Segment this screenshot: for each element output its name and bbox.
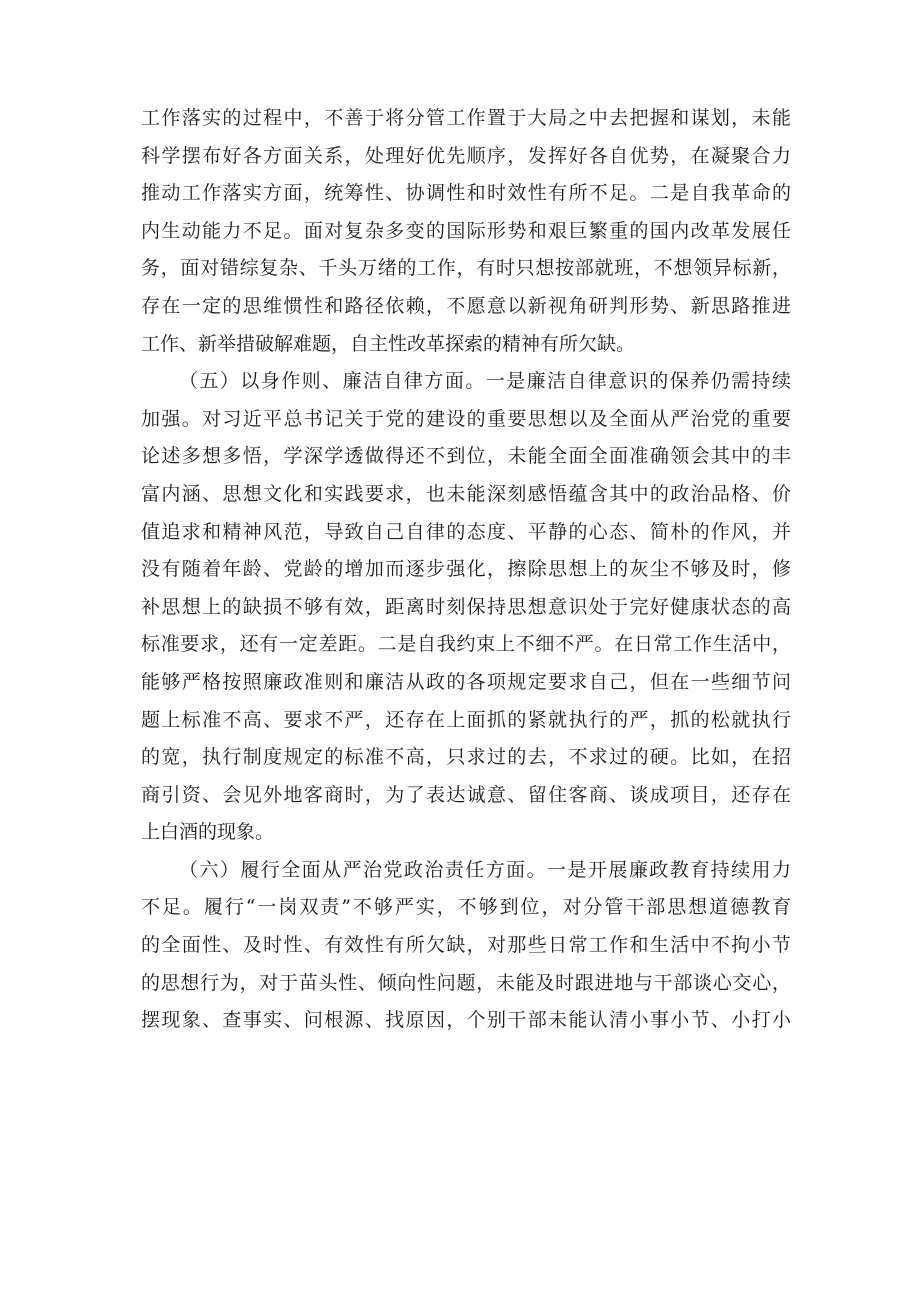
text-line: 工作落实的过程中，不善于将分管工作置于大局之中去把握和谋划，未能 (141, 107, 791, 129)
text-line: 能够严格按照廉政准则和廉洁从政的各项规定要求自己，但在一些细节问 (141, 670, 791, 693)
text-line: 题上标准不高、要求不严，还存在上面抓的紧就执行的严，抓的松就执行 (141, 708, 791, 731)
text-line: 值追求和精神风范，导致自己自律的态度、平静的心态、简朴的作风，并 (141, 520, 791, 543)
text-line: 务，面对错综复杂、千头万绪的工作，有时只想按部就班，不想领异标新， (141, 257, 791, 280)
text-line: 摆现象、查事实、问根源、找原因，个别干部未能认清小事小节、小打小 (141, 1009, 791, 1032)
text-line: （五）以身作则、廉洁自律方面。一是廉洁自律意识的保养仍需持续 (179, 370, 791, 393)
text-line: 不足。履行“一岗双责”不够严实，不够到位，对分管干部思想道德教育 (141, 896, 791, 919)
text-line: 的思想行为，对于苗头性、倾向性问题，未能及时跟进地与干部谈心交心， (141, 971, 791, 994)
document-body (141, 100, 791, 1040)
text-line: 论述多想多悟，学深学透做得还不到位，未能全面全面准确领会其中的丰 (141, 445, 791, 468)
text-line: 加强。对习近平总书记关于党的建设的重要思想以及全面从严治党的重要 (141, 407, 791, 430)
text-line: 的宽，执行制度规定的标准不高，只求过的去，不求过的硬。比如，在招 (141, 746, 791, 769)
text-line: 商引资、会见外地客商时，为了表达诚意、留住客商、谈成项目，还存在 (141, 783, 791, 806)
text-line: 工作、新举措破解难题，自主性改革探索的精神有所欠缺。 (141, 332, 636, 355)
text-line: 标准要求，还有一定差距。二是自我约束上不细不严。在日常工作生活中， (141, 633, 791, 656)
text-line: 上白酒的现象。 (141, 821, 275, 844)
text-line: （六）履行全面从严治党政治责任方面。一是开展廉政教育持续用力 (179, 858, 791, 881)
paragraph-2 (141, 363, 791, 852)
text-line: 内生动能力不足。面对复杂多变的国际形势和艰巨繁重的国内改革发展任 (141, 219, 791, 242)
text-line: 富内涵、思想文化和实践要求，也未能深刻感悟蕴含其中的政治品格、价 (141, 482, 791, 505)
text-line: 没有随着年龄、党龄的增加而逐步强化，擦除思想上的灰尘不够及时，修 (141, 558, 791, 581)
paragraph-1 (141, 100, 791, 363)
text-line: 存在一定的思维惯性和路径依赖，不愿意以新视角研判形势、新思路推进 (141, 294, 791, 317)
text-line: 补思想上的缺损不够有效，距离时刻保持思想意识处于完好健康状态的高 (141, 595, 791, 618)
text-line: 推动工作落实方面，统筹性、协调性和时效性有所不足。二是自我革命的 (141, 182, 791, 205)
paragraph-3 (141, 852, 791, 1040)
text-line: 的全面性、及时性、有效性有所欠缺，对那些日常工作和生活中不拘小节 (141, 934, 791, 957)
text-line: 科学摆布好各方面关系，处理好优先顺序，发挥好各自优势，在凝聚合力 (141, 144, 791, 167)
